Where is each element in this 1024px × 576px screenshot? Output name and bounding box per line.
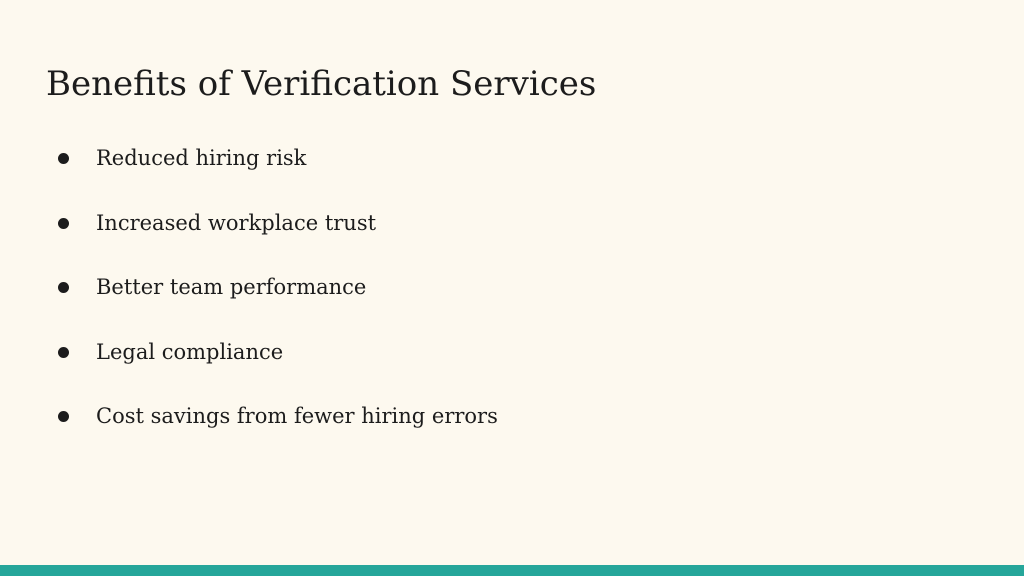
bullet-item — [0, 138, 700, 203]
bullet-text: Cost savings from fewer hiring errors — [96, 404, 498, 428]
accent-bar — [0, 565, 1024, 576]
bullet-dot-icon — [58, 347, 69, 358]
bullet-item — [0, 203, 700, 268]
bullet-text: Better team performance — [96, 275, 367, 299]
bullet-text: Increased workplace trust — [96, 210, 377, 235]
bullet-dot-icon — [58, 153, 69, 164]
bullet-text: Reduced hiring risk — [96, 146, 307, 170]
bullet-list — [0, 138, 700, 461]
bullet-item — [0, 396, 700, 461]
bullet-item — [0, 332, 700, 397]
bullet-dot-icon — [58, 218, 69, 229]
bullet-item — [0, 267, 700, 332]
bullet-dot-icon — [58, 282, 69, 293]
bullet-dot-icon — [58, 411, 69, 422]
bullet-text: Legal compliance — [96, 339, 284, 364]
slide-title: Benefits of Verification Services — [46, 64, 597, 104]
